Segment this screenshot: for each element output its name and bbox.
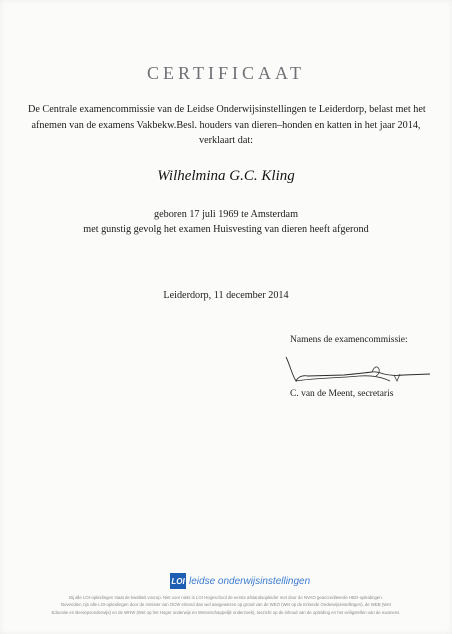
signature-header: Namens de examencommissie: xyxy=(290,335,408,345)
intro-line-1: De Centrale examencommissie van de Leidse Onderwijsinstellingen te Leiderdorp, belast met het xyxy=(28,104,426,115)
loi-logo-text: leidse onderwijsinstellingen xyxy=(189,575,311,587)
loi-logo-icon: LOI xyxy=(170,573,186,589)
signatory-name: C. van de Meent, secretaris xyxy=(290,389,394,399)
footer-line-2: Bovendien zijn alle LOI-opleidingen door de minister van OCW erkend dan wel aangewezen op grond van de WEO (Wet op de Erkende Onderwijsinstellingen), de WEB (Wet xyxy=(61,602,391,608)
details-paragraph xyxy=(40,208,412,237)
footer-line-3: Educatie en Beroepsonderwijs) en de WHW (Wet op het Hoger onderwijs en Wetenschappelijk onderzoek), toezicht op de inhoud van de opleiding en het veiligstellen van de examens. xyxy=(51,609,401,615)
details-line-2: met gunstig gevolg het examen Huisvesting van dieren heeft afgerond xyxy=(83,223,369,235)
loi-logo xyxy=(170,573,310,589)
recipient-name: Wilhelmina G.C. Kling xyxy=(157,168,295,184)
signature-graphic xyxy=(284,345,434,393)
details-line-1: geboren 17 juli 1969 te Amsterdam xyxy=(153,209,298,220)
footer-line-1: Bij alle LOI-opleidingen staat de kwaliteit voorop. Niet voor niets is LOI Hogeschool de eerste afstandsopleider met door de NVAO geaccrediteerde HBO-opleidingen. xyxy=(69,595,383,600)
footer-fineprint xyxy=(30,594,422,616)
certificate-title: CERTIFICAAT xyxy=(147,63,305,83)
place-date: Leiderdorp, 11 december 2014 xyxy=(163,290,289,301)
intro-line-3: verklaart dat: xyxy=(198,135,254,146)
intro-line-2: afnemen van de examens Vakbekw.Besl. houders van dieren–honden en katten in het jaar 2014, xyxy=(31,119,421,131)
intro-paragraph xyxy=(28,102,424,149)
